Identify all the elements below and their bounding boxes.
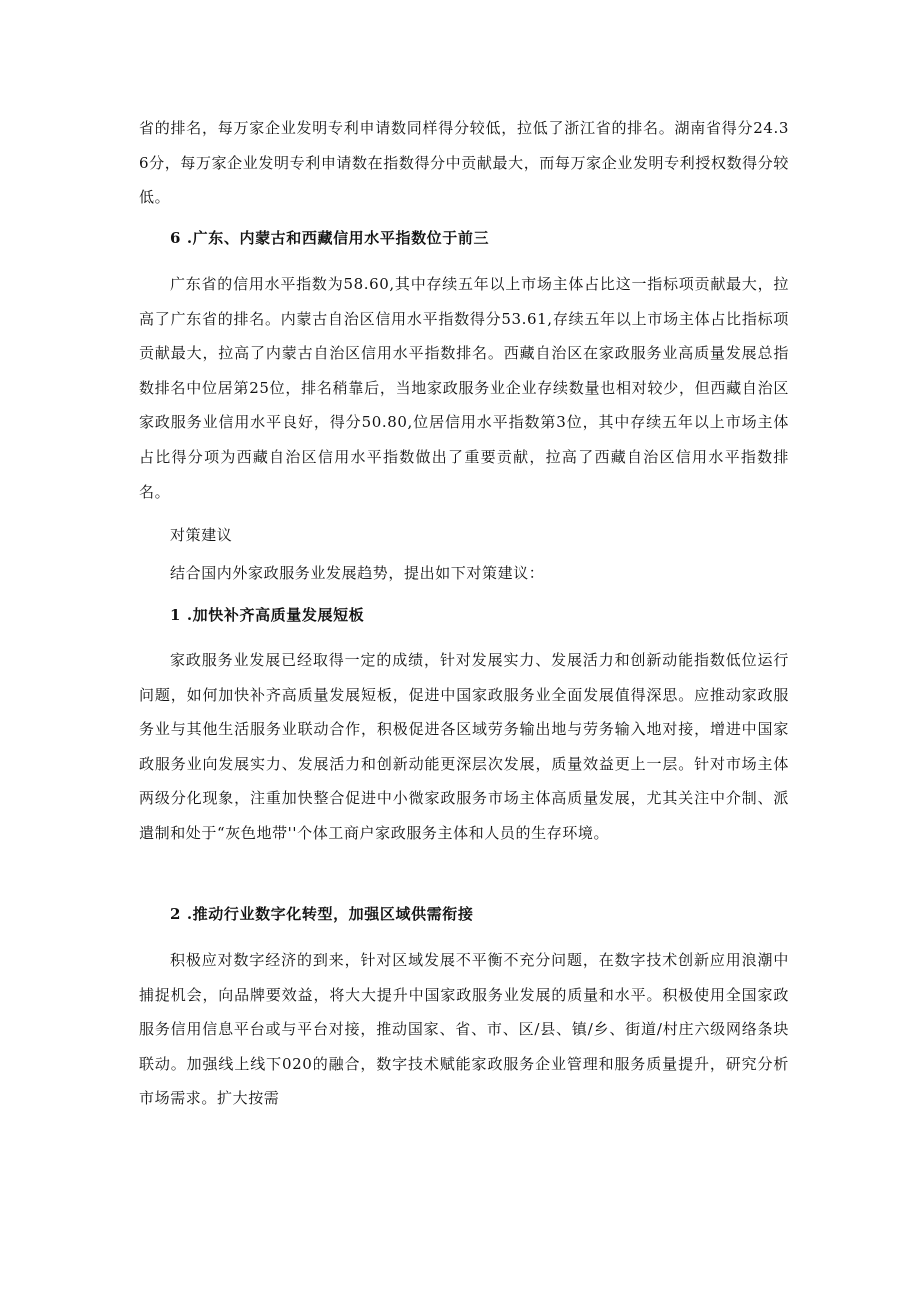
- heading-digital-transformation: 2 .推动行业数字化转型，加强区域供需衔接: [170, 905, 474, 923]
- section-title-recommendations: 对策建议: [170, 526, 233, 544]
- heading-credit-index: 6 .广东、内蒙古和西藏信用水平指数位于前三: [170, 229, 490, 247]
- section-intro: 结合国内外家政服务业发展趋势，提出如下对策建议：: [170, 564, 545, 582]
- paragraph-digital-transformation: 积极应对数字经济的到来，针对区域发展不平衡不充分问题，在数字技术创新应用浪潮中捕捉机会，向品牌要效益，将大大提升中国家政服务业发展的质量和水平。积极使用全国家政服务信用信息平台或与平台对接，推动国家、省、市、区/县、镇/乡、街道/村庄六级网络条块联动。加强线上线下020的融合，数字技术赋能家政服务企业管理和服务质量提升，研究分析市场需求。扩大按需: [139, 951, 789, 1108]
- paragraph-shortboard: 家政服务业发展已经取得一定的成绩，针对发展实力、发展活力和创新动能指数低位运行问题，如何加快补齐高质量发展短板，促进中国家政服务业全面发展值得深思。应推动家政服务业与其他生活服务业联动合作，积极促进各区域劳务输出地与劳务输入地对接，增进中国家政服务业向发展实力、发展活力和创新动能更深层次发展，质量效益更上一层。针对市场主体两级分化现象，注重加快整合促进中小微家政服务市场主体高质量发展，尤其关注中介制、派遣制和处于“灰色地带''个体工商户家政服务主体和人员的生存环境。: [139, 651, 789, 842]
- heading-shortboard: 1 .加快补齐高质量发展短板: [170, 606, 365, 624]
- paragraph-credit-index: 广东省的信用水平指数为58.60,其中存续五年以上市场主体占比这一指标项贡献最大，拉高了广东省的排名。内蒙古自治区信用水平指数得分53.61,存续五年以上市场主体占比指标项贡献最大，拉高了内蒙古自治区信用水平指数排名。西藏自治区在家政服务业高质量发展总指数排名中位居第25位，排名稍靠后，当地家政服务业企业存续数量也相对较少，但西藏自治区家政服务业信用水平良好，得分50.80,位居信用水平指数第3位，其中存续五年以上市场主体占比得分项为西藏自治区信用水平指数做出了重要贡献，拉高了西藏自治区信用水平指数排名。: [139, 275, 789, 501]
- paragraph-continuation: 省的排名，每万家企业发明专利申请数同样得分较低，拉低了浙江省的排名。湖南省得分24.36分，每万家企业发明专利申请数在指数得分中贡献最大，而每万家企业发明专利授权数得分较低。: [139, 119, 789, 207]
